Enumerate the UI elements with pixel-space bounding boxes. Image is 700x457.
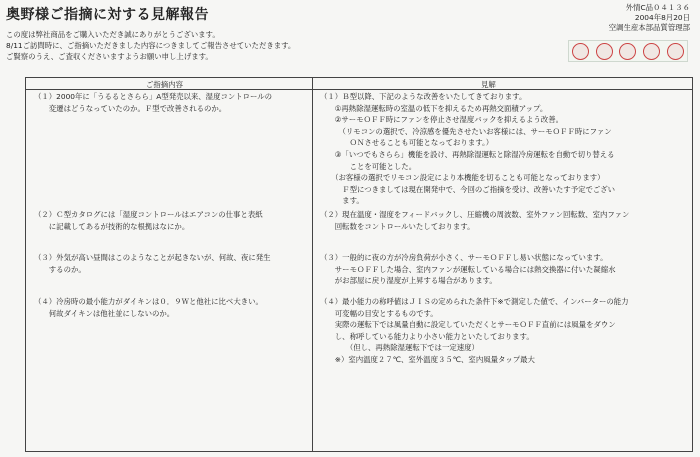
issue-3: （３）外気が高い昼間はこのようなことが起きないが、何故、夜に発生 するのか。 xyxy=(34,253,271,274)
response-1: （１）Ｂ型以降、下記のような改善をいたしてきております。 ①再熱除湿運転時の室温の低下を抑えるため再熱交面積アップ。 ②サーモＯＦＦ時にファンを停止させ湿度バックを抑えるよう改善。 （リモコンの選択で、冷涼感を優先させたいお客様には、サーモＯＦＦ時にファン ＯＮさせることも可能となっております。） ③「いつでもさらら」機能を設け、再熱除湿運転と除湿冷房運転を自動で切り替える ことを可能とした。 （お客様の選択でリモコン設定により本機能を切ることも可能となっております） Ｆ型につきましては現在開発中で、今回のご指摘を受け、改善いたす予定でござい ます。 xyxy=(320,92,616,206)
document-date: 2004年8月20日 xyxy=(634,13,690,22)
approval-stamp xyxy=(596,43,613,60)
intro-text: この度は弊社商品をご購入いただき誠にありがとうございます。 8/11ご訪問時に、ご指摘いただきました内容につきましてご報告させていただきます。 ご賢察のうえ、ご査収くださいますようお願い申し上げます。 xyxy=(6,30,296,61)
column-divider xyxy=(312,78,313,451)
approval-stamp xyxy=(643,43,660,60)
document-header-info xyxy=(609,3,690,33)
issue-1: （１）2000年に「うるるとさらら」A型発売以来、湿度コントロールの 変遷はどうなっていたのか。Ｆ型で改善されるのか。 xyxy=(34,92,273,113)
approval-stamp xyxy=(572,43,589,60)
response-2: （２）現在温度・湿度をフィードバックし、圧縮機の周波数、室外ファン回転数、室内ファン 回転数をコントロールいたしております。 xyxy=(320,210,630,231)
issue-2: （２）Ｃ型カタログには「湿度コントロールはエアコンの仕事と表紙 に記載してあるが技術的な根拠はなにか。 xyxy=(34,210,263,231)
header-issue: ご指摘内容 xyxy=(146,80,183,89)
approval-stamp xyxy=(619,43,636,60)
department-name: 空調生産本部品質管理部 xyxy=(608,23,690,32)
response-table xyxy=(25,77,693,452)
issue-4: （４）冷房時の最小能力がダイキンは０．９Ｗと他社に比べ大きい。 何故ダイキンは他社並にしないのか。 xyxy=(34,297,263,318)
document-number: 外情C品０４１３６ xyxy=(625,3,690,12)
response-3: （３）一般的に夜の方が冷房負荷が小さく、サーモＯＦＦし易い状態になっています。 サーモＯＦＦした場合、室内ファンが運転している場合には熱交換器に付いた凝縮水 がお部屋に戻り湿度が上昇する場合があります。 xyxy=(320,253,616,286)
page-title: 奥野様ご指摘に対する見解報告 xyxy=(6,7,209,23)
approval-stamps xyxy=(568,40,688,62)
approval-stamp xyxy=(667,43,684,60)
table-header xyxy=(26,78,692,90)
response-4: （４）最小能力の称呼値はＪＩＳの定められた条件下※で測定した値で、インバーターの能力 可変幅の目安とするものです。 実際の運転下では風量自動に設定していただくとサーモＯＦＦ直前には風量をダウン し、称呼している能力より小さい能力といたしております。 （但し、再熱除湿運転下では一定速度） ※）室内温度２７℃、室外温度３５℃、室内風量タップ最大 xyxy=(320,297,629,364)
header-response: 見解 xyxy=(481,80,496,89)
